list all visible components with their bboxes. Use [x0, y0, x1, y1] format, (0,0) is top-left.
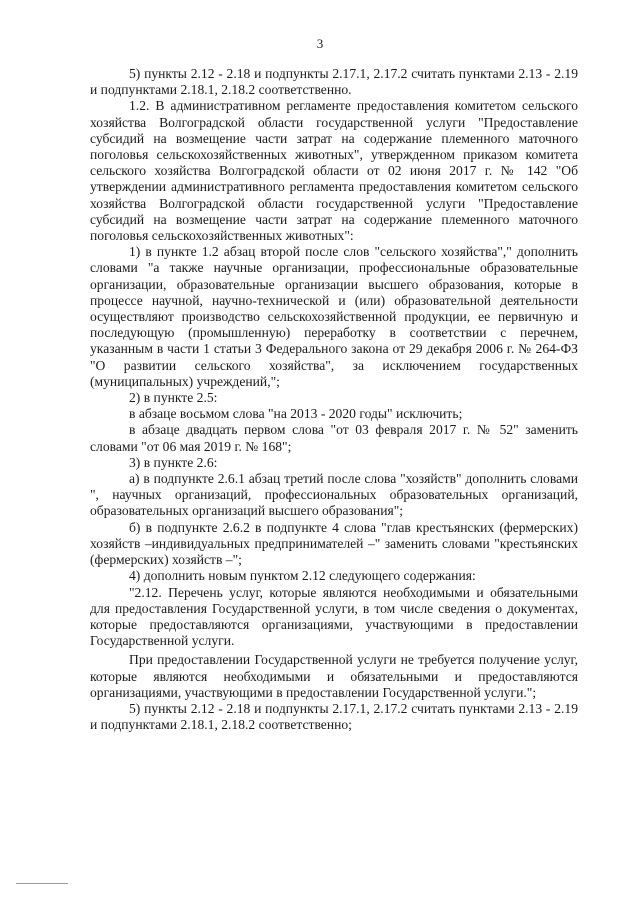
paragraph-new-2-12-cont: При предоставлении Государственной услуги не требуется получение услуг, которые являются необходимыми и обязательными и предоставляются организациями, участвующими в предоставлении Государственной услуги.";: [90, 652, 578, 700]
footer-divider: [16, 883, 68, 884]
document-body: [90, 66, 578, 733]
paragraph-item-2-sub-2: в абзаце двадцать первом слова "от 03 февраля 2017 г. № 52" заменить словами "от 06 мая 2019 г. № 168";: [90, 422, 578, 454]
paragraph-item-4: 4) дополнить новым пунктом 2.12 следующего содержания:: [129, 568, 476, 584]
paragraph-item-3-b: б) в подпункте 2.6.2 в подпункте 4 слова "глав крестьянских (фермерских) хозяйств –индивидуальных предпринимателей –" заменить словами "крестьянских (фермерских) хозяйств –";: [90, 519, 578, 568]
paragraph-new-2-12: "2.12. Перечень услуг, которые являются необходимыми и обязательными для предоставления Государственной услуги, в том числе сведения о документах, которые предоставляются организациями, участвующими в предоставлении Государственной услуги.: [90, 584, 578, 649]
paragraph-item-3: 3) в пункте 2.6:: [129, 454, 218, 470]
paragraph-item-2-sub-1: в абзаце восьмом слова "на 2013 - 2020 годы" исключить;: [129, 406, 463, 422]
paragraph-item-3-a: а) в подпункте 2.6.1 абзац третий после слова "хозяйств" дополнить словами ", научных организаций, профессиональных образовательных организаций, образовательных организаций высшего образования";: [90, 471, 578, 519]
paragraph-item-5-renumber: 5) пункты 2.12 - 2.18 и подпункты 2.17.1, 2.17.2 считать пунктами 2.13 - 2.19 и подпунктами 2.18.1, 2.18.2 соответственно.: [90, 66, 578, 98]
page-number: 3: [316, 36, 324, 51]
paragraph-section-1-2: 1.2. В административном регламенте предоставления комитетом сельского хозяйства Волгоградской области государственной услуги "Предоставление субсидий на возмещение части затрат на содержание племенного маточного поголовья сельскохозяйственных животных", утвержденном приказом комитета сельского хозяйства Волгоградской области от 02 июня 2017 г. № 142 "Об утверждении административного регламента предоставления комитетом сельского хозяйства Волгоградской области государственной услуги "Предоставление субсидий на возмещение части затрат на содержание племенного маточного поголовья сельскохозяйственных животных":: [90, 98, 578, 244]
paragraph-item-2: 2) в пункте 2.5:: [129, 390, 218, 406]
paragraph-item-5: 5) пункты 2.12 - 2.18 и подпункты 2.17.1, 2.17.2 считать пунктами 2.13 - 2.19 и подпунктами 2.18.1, 2.18.2 соответственно;: [90, 700, 578, 733]
paragraph-item-1: 1) в пункте 1.2 абзац второй после слов "сельского хозяйства"," дополнить словами "а также научные организации, профессиональные образовательные организации, образовательные организации высшего образования, которые в процессе научной, научно-технической и (или) образовательной деятельности осуществляют производство сельскохозяйственной продукции, ее первичную и последующую (промышленную) переработку в соответствии с перечнем, указанным в части 1 статьи 3 Федерального закона от 29 декабря 2006 г. № 264-ФЗ "О развитии сельского хозяйства", за исключением государственных (муниципальных) учреждений,";: [90, 244, 578, 389]
